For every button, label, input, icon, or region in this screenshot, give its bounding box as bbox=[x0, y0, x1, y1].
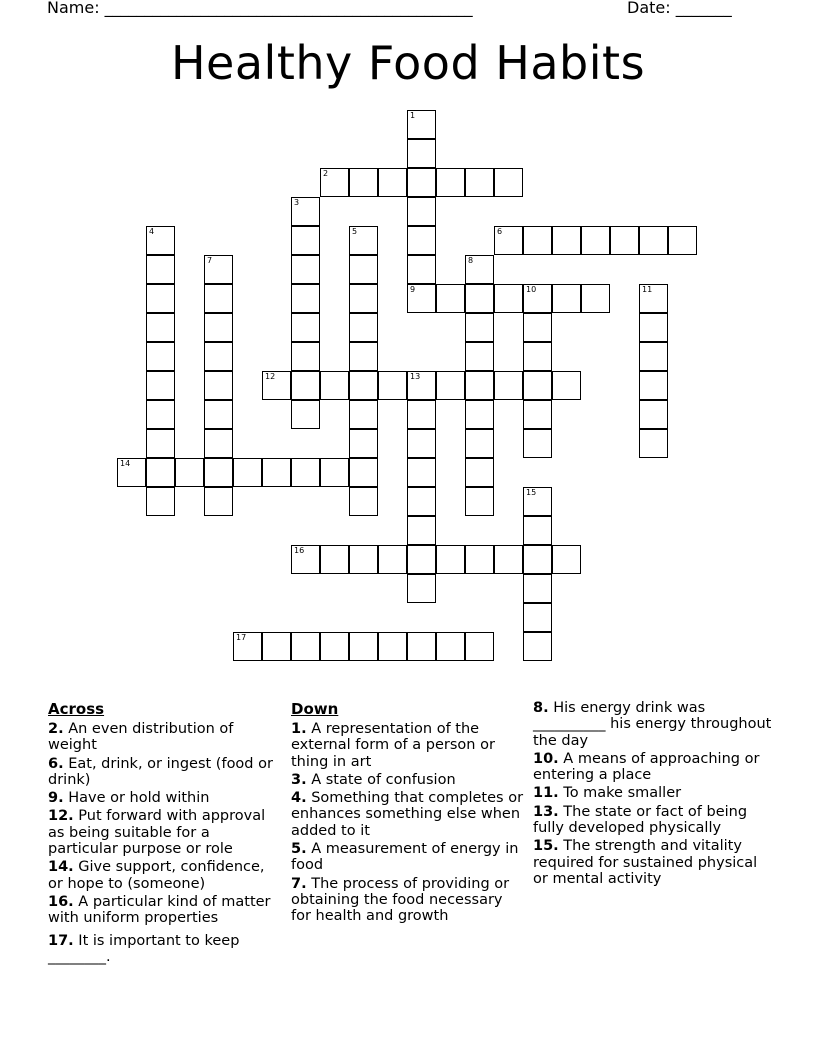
grid-cell[interactable] bbox=[349, 226, 378, 255]
grid-cell[interactable] bbox=[320, 545, 349, 574]
grid-cell[interactable] bbox=[523, 371, 552, 400]
clue-down-8: 8. His energy drink was __________ his energy throughout the day bbox=[533, 700, 772, 749]
grid-cell[interactable] bbox=[436, 168, 465, 197]
clue-down-10: 10. A means of approaching or entering a place bbox=[533, 750, 760, 784]
grid-cell[interactable] bbox=[291, 342, 320, 371]
clue-number: 15 bbox=[526, 488, 537, 497]
grid-cell[interactable] bbox=[494, 226, 523, 255]
across-clues bbox=[48, 700, 280, 967]
grid-cell[interactable] bbox=[204, 400, 233, 429]
grid-cell[interactable] bbox=[349, 429, 378, 458]
grid-cell[interactable] bbox=[204, 429, 233, 458]
grid-cell[interactable] bbox=[204, 284, 233, 313]
clue-across-6: 6. Eat, drink, or ingest (food or drink) bbox=[48, 755, 273, 788]
grid-cell[interactable] bbox=[175, 458, 204, 487]
grid-cell[interactable] bbox=[407, 139, 436, 168]
grid-cell[interactable] bbox=[349, 632, 378, 661]
grid-cell[interactable] bbox=[407, 632, 436, 661]
grid-cell[interactable] bbox=[494, 284, 523, 313]
grid-cell[interactable] bbox=[494, 545, 523, 574]
grid-cell[interactable] bbox=[407, 284, 436, 313]
clue-number: 4 bbox=[149, 227, 155, 236]
grid-cell[interactable] bbox=[204, 313, 233, 342]
grid-cell[interactable] bbox=[204, 371, 233, 400]
grid-cell[interactable] bbox=[291, 226, 320, 255]
clue-number: 16 bbox=[294, 546, 305, 555]
grid-cell[interactable] bbox=[494, 168, 523, 197]
grid-cell[interactable] bbox=[291, 458, 320, 487]
clue-number: 11 bbox=[642, 285, 653, 294]
grid-cell[interactable] bbox=[407, 516, 436, 545]
grid-cell[interactable] bbox=[523, 632, 552, 661]
grid-cell[interactable] bbox=[407, 110, 436, 139]
grid-cell[interactable] bbox=[407, 226, 436, 255]
clue-down-15: 15. The strength and vitality required for sustained physical or mental activity bbox=[533, 838, 758, 887]
clue-across-2: 2. An even distribution of weight bbox=[48, 721, 234, 754]
grid-cell[interactable] bbox=[639, 342, 668, 371]
grid-cell[interactable] bbox=[465, 400, 494, 429]
grid-cell[interactable] bbox=[407, 429, 436, 458]
clue-number: 3 bbox=[294, 198, 300, 207]
grid-cell[interactable] bbox=[291, 400, 320, 429]
grid-cell[interactable] bbox=[146, 226, 175, 255]
down-heading: Down bbox=[291, 700, 339, 718]
grid-cell[interactable] bbox=[233, 458, 262, 487]
grid-cell[interactable] bbox=[349, 400, 378, 429]
grid-cell[interactable] bbox=[349, 313, 378, 342]
grid-cell[interactable] bbox=[465, 313, 494, 342]
grid-cell[interactable] bbox=[262, 632, 291, 661]
clue-number: 2 bbox=[323, 169, 329, 178]
grid-cell[interactable] bbox=[146, 487, 175, 516]
grid-cell[interactable] bbox=[523, 284, 552, 313]
grid-cell[interactable] bbox=[639, 429, 668, 458]
clue-across-9: 9. Have or hold within bbox=[48, 790, 210, 807]
grid-cell[interactable] bbox=[349, 458, 378, 487]
grid-cell[interactable] bbox=[320, 168, 349, 197]
grid-cell[interactable] bbox=[146, 400, 175, 429]
clue-number: 9 bbox=[410, 285, 416, 294]
grid-cell[interactable] bbox=[204, 255, 233, 284]
clue-down-11: 11. To make smaller bbox=[533, 785, 682, 802]
grid-cell[interactable] bbox=[407, 400, 436, 429]
grid-cell[interactable] bbox=[465, 342, 494, 371]
clue-across-16: 16. A particular kind of matter with uniform properties bbox=[48, 893, 271, 927]
grid-cell[interactable] bbox=[407, 574, 436, 603]
grid-cell[interactable] bbox=[146, 458, 175, 487]
grid-cell[interactable] bbox=[465, 284, 494, 313]
clue-across-12: 12. Put forward with approval as being suitable for a particular purpose or role bbox=[48, 808, 266, 858]
grid-cell[interactable] bbox=[291, 197, 320, 226]
clue-down-5: 5. A measurement of energy in food bbox=[291, 841, 519, 874]
grid-cell[interactable] bbox=[291, 545, 320, 574]
grid-cell[interactable] bbox=[378, 168, 407, 197]
grid-cell[interactable] bbox=[262, 458, 291, 487]
grid-cell[interactable] bbox=[465, 458, 494, 487]
grid-cell[interactable] bbox=[320, 632, 349, 661]
clue-number: 17 bbox=[236, 633, 247, 642]
clue-number: 8 bbox=[468, 256, 474, 265]
clue-down-3: 3. A state of confusion bbox=[291, 771, 456, 788]
clue-number: 12 bbox=[265, 372, 276, 381]
grid-cell[interactable] bbox=[523, 516, 552, 545]
grid-cell[interactable] bbox=[552, 545, 581, 574]
clue-down-1: 1. A representation of the external form of a person or thing in art bbox=[291, 721, 495, 770]
grid-cell[interactable] bbox=[407, 371, 436, 400]
across-heading: Across bbox=[48, 700, 105, 718]
grid-cell[interactable] bbox=[204, 487, 233, 516]
grid-cell[interactable] bbox=[436, 632, 465, 661]
grid-cell[interactable] bbox=[407, 487, 436, 516]
clue-down-7: 7. The process of providing or obtaining the food necessary for health and growth bbox=[291, 875, 510, 925]
grid-cell[interactable] bbox=[523, 342, 552, 371]
grid-cell[interactable] bbox=[291, 371, 320, 400]
down-clues bbox=[291, 700, 527, 927]
grid-cell[interactable] bbox=[146, 371, 175, 400]
grid-cell[interactable] bbox=[146, 313, 175, 342]
grid-cell[interactable] bbox=[407, 168, 436, 197]
grid-cell[interactable] bbox=[378, 545, 407, 574]
clue-down-4: 4. Something that completes or enhances something else when added to it bbox=[291, 790, 524, 839]
grid-cell[interactable] bbox=[581, 226, 610, 255]
grid-cell[interactable] bbox=[523, 313, 552, 342]
grid-cell[interactable] bbox=[523, 545, 552, 574]
grid-cell[interactable] bbox=[349, 371, 378, 400]
grid-cell[interactable] bbox=[552, 371, 581, 400]
grid-cell[interactable] bbox=[639, 313, 668, 342]
grid-cell[interactable] bbox=[494, 371, 523, 400]
grid-cell[interactable] bbox=[146, 342, 175, 371]
grid-cell[interactable] bbox=[465, 545, 494, 574]
grid-cell[interactable] bbox=[523, 574, 552, 603]
grid-cell[interactable] bbox=[552, 284, 581, 313]
grid-cell[interactable] bbox=[407, 545, 436, 574]
grid-cell[interactable] bbox=[117, 458, 146, 487]
grid-cell[interactable] bbox=[407, 255, 436, 284]
down-clues-continued bbox=[533, 700, 773, 889]
grid-cell[interactable] bbox=[465, 429, 494, 458]
grid-cell[interactable] bbox=[291, 255, 320, 284]
grid-cell[interactable] bbox=[436, 371, 465, 400]
grid-cell[interactable] bbox=[639, 284, 668, 313]
grid-cell[interactable] bbox=[349, 342, 378, 371]
clue-number: 7 bbox=[207, 256, 213, 265]
grid-cell[interactable] bbox=[581, 284, 610, 313]
grid-cell[interactable] bbox=[523, 487, 552, 516]
grid-cell[interactable] bbox=[436, 545, 465, 574]
grid-cell[interactable] bbox=[320, 458, 349, 487]
grid-cell[interactable] bbox=[465, 371, 494, 400]
grid-cell[interactable] bbox=[465, 632, 494, 661]
date-field-label: Date: _______ bbox=[627, 0, 732, 17]
grid-cell[interactable] bbox=[407, 458, 436, 487]
grid-cell[interactable] bbox=[523, 400, 552, 429]
grid-cell[interactable] bbox=[146, 255, 175, 284]
clue-number: 5 bbox=[352, 227, 358, 236]
grid-cell[interactable] bbox=[465, 255, 494, 284]
grid-cell[interactable] bbox=[639, 400, 668, 429]
grid-cell[interactable] bbox=[349, 545, 378, 574]
grid-cell[interactable] bbox=[465, 487, 494, 516]
grid-cell[interactable] bbox=[523, 226, 552, 255]
grid-cell[interactable] bbox=[639, 226, 668, 255]
grid-cell[interactable] bbox=[262, 371, 291, 400]
grid-cell[interactable] bbox=[523, 603, 552, 632]
grid-cell[interactable] bbox=[378, 371, 407, 400]
grid-cell[interactable] bbox=[291, 632, 320, 661]
clue-number: 13 bbox=[410, 372, 421, 381]
grid-cell[interactable] bbox=[349, 255, 378, 284]
grid-cell[interactable] bbox=[349, 284, 378, 313]
clue-down-13: 13. The state or fact of being fully developed physically bbox=[533, 803, 748, 837]
clue-number: 10 bbox=[526, 285, 537, 294]
grid-cell[interactable] bbox=[349, 168, 378, 197]
name-field-label: Name: ______________________________________________ bbox=[47, 0, 473, 17]
grid-cell[interactable] bbox=[146, 429, 175, 458]
grid-cell[interactable] bbox=[146, 284, 175, 313]
grid-cell[interactable] bbox=[291, 284, 320, 313]
grid-cell[interactable] bbox=[204, 458, 233, 487]
grid-cell[interactable] bbox=[668, 226, 697, 255]
grid-cell[interactable] bbox=[436, 284, 465, 313]
grid-cell[interactable] bbox=[465, 168, 494, 197]
grid-cell[interactable] bbox=[378, 632, 407, 661]
clue-across-14: 14. Give support, confidence, or hope to (someone) bbox=[48, 859, 265, 892]
grid-cell[interactable] bbox=[552, 226, 581, 255]
grid-cell[interactable] bbox=[523, 429, 552, 458]
grid-cell[interactable] bbox=[610, 226, 639, 255]
page-title: Healthy Food Habits bbox=[170, 36, 646, 90]
clue-number: 1 bbox=[410, 111, 416, 120]
clue-number: 14 bbox=[120, 459, 131, 468]
clue-number: 6 bbox=[497, 227, 503, 236]
grid-cell[interactable] bbox=[291, 313, 320, 342]
clue-across-17: 17. It is important to keep ________. bbox=[48, 932, 240, 965]
grid-cell[interactable] bbox=[204, 342, 233, 371]
grid-cell[interactable] bbox=[349, 487, 378, 516]
grid-cell[interactable] bbox=[320, 371, 349, 400]
grid-cell[interactable] bbox=[407, 197, 436, 226]
grid-cell[interactable] bbox=[233, 632, 262, 661]
grid-cell[interactable] bbox=[639, 371, 668, 400]
